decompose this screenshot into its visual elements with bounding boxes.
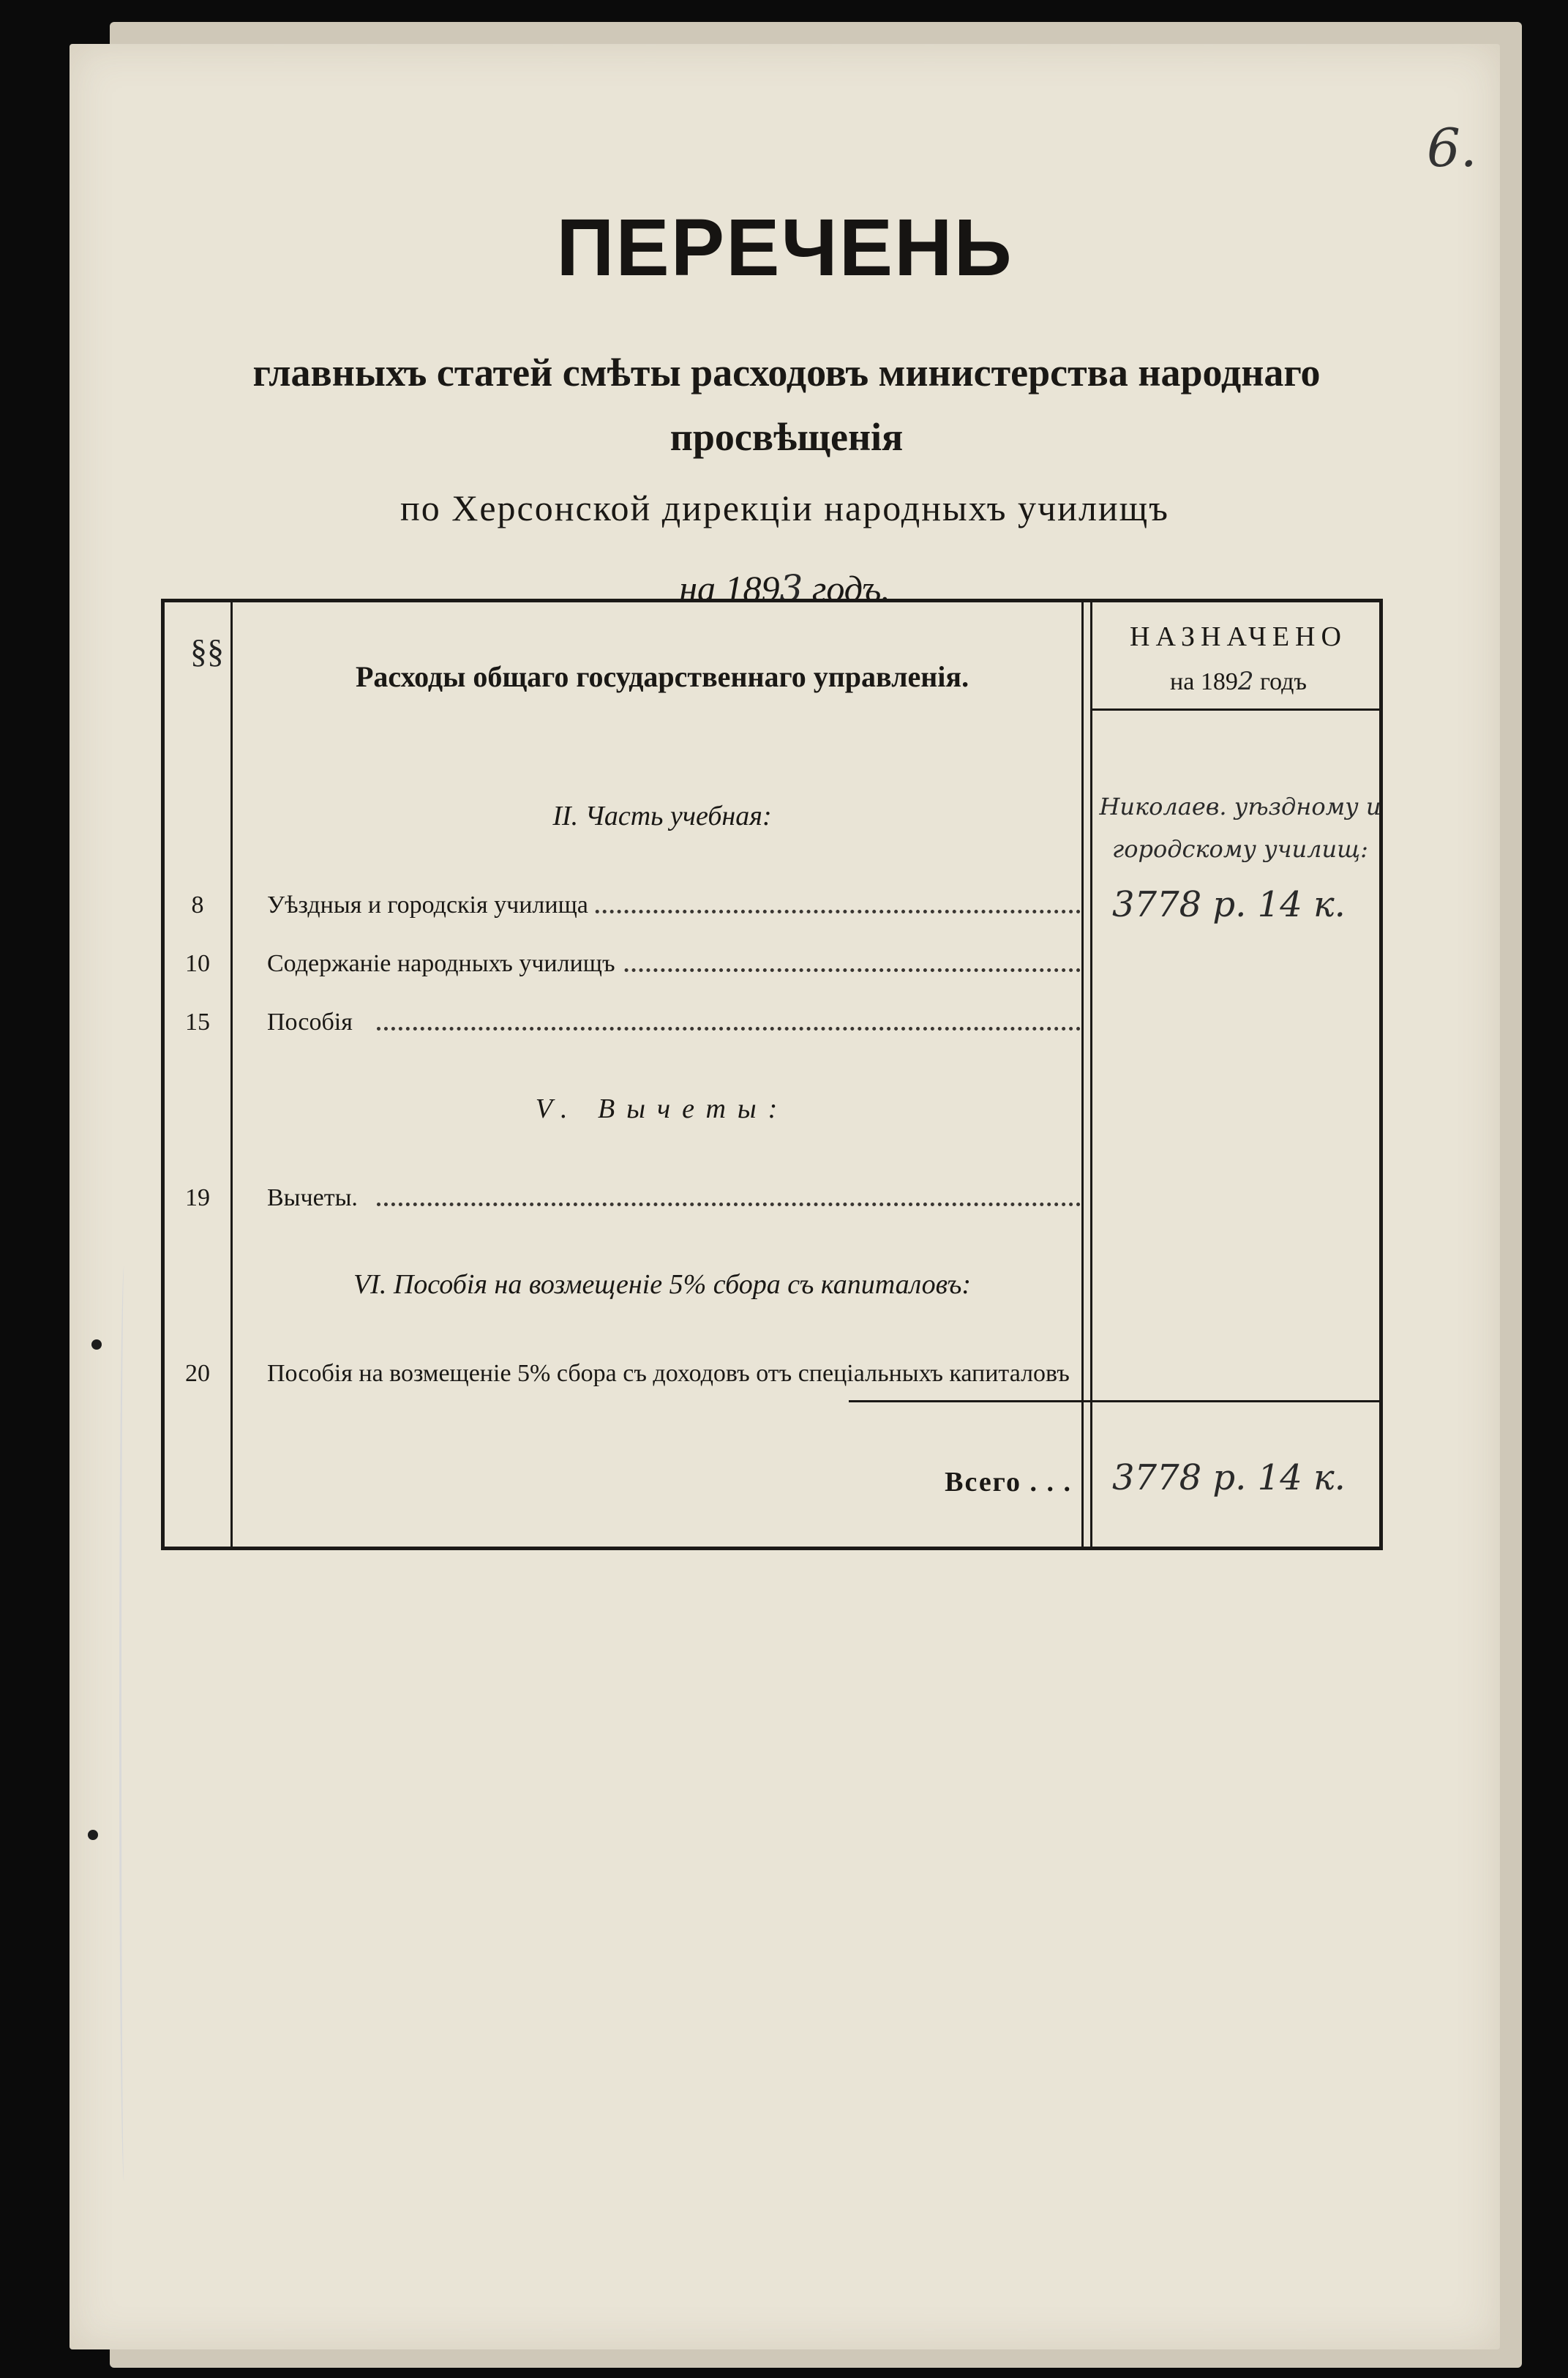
row-number: 19 <box>185 1184 210 1211</box>
row-number: 20 <box>185 1360 210 1387</box>
leader-dots <box>377 1203 1081 1206</box>
assigned-year-suffix: годъ <box>1259 668 1307 695</box>
section-part6: VI. Пособія на возмещеніе 5% сбора съ капиталовъ: <box>353 1269 972 1300</box>
total-label: Всего . . . <box>945 1467 1072 1498</box>
header-assigned-year <box>1094 667 1383 696</box>
row-number: 10 <box>185 950 210 977</box>
estimate-table <box>161 599 1383 1550</box>
binding-hole <box>91 1339 102 1350</box>
total-divider <box>849 1400 1379 1402</box>
handwritten-amount-row8: 3778 р. 14 к. <box>1112 884 1346 925</box>
handwritten-total-amount: 3778 р. 14 к. <box>1112 1457 1346 1498</box>
year-prefix: на 189 <box>679 568 780 609</box>
row-number: 15 <box>185 1009 210 1036</box>
folio-number: 6. <box>1427 117 1477 179</box>
row-label-text: Пособія на возмещеніе 5% сбора съ доходовъ отъ спеціальныхъ капиталовъ <box>267 1360 1076 1387</box>
column-divider <box>1081 602 1084 1547</box>
handwritten-note: Николаев. уѣздному и городскому училищ: <box>1099 793 1381 863</box>
section-part5: V. Вычеты: <box>535 1093 789 1124</box>
row-label <box>267 891 1081 919</box>
header-paragraph: §§ <box>190 632 224 670</box>
column-divider <box>1090 602 1092 1547</box>
row-label <box>267 950 1081 978</box>
document-direction: по Херсонской дирекціи народныхъ училищъ <box>399 487 1170 528</box>
header-assigned: НАЗНАЧЕНО <box>1130 621 1347 652</box>
row-label-text: Содержаніе народныхъ училищъ <box>267 950 621 977</box>
header-description: Расходы общаго государственнаго управленія. <box>355 660 969 693</box>
row-label <box>267 1009 1081 1036</box>
leader-dots <box>377 1027 1081 1031</box>
binding-hole <box>88 1830 98 1840</box>
header-divider <box>1090 708 1379 711</box>
year-suffix: годъ. <box>811 568 890 609</box>
row-label-text: Уѣздныя и городскія училища <box>267 891 594 919</box>
assigned-year-prefix: на 189 <box>1170 668 1238 695</box>
year-handwritten: 3 <box>779 567 803 610</box>
row-label <box>267 1360 1081 1388</box>
document-title: ПЕРЕЧЕНЬ <box>556 203 1013 293</box>
row-number: 8 <box>191 891 204 919</box>
section-part2: II. Часть учебная: <box>552 801 772 831</box>
column-divider <box>230 602 233 1547</box>
document-page <box>70 44 1500 2349</box>
row-label-text: Пособія <box>267 1009 359 1036</box>
assigned-year-handwritten: 2 <box>1237 667 1254 696</box>
binding-thread <box>119 1266 129 2181</box>
row-label <box>267 1184 1081 1212</box>
document-subtitle: главныхъ статей смѣты расходовъ министерства народнаго просвѣщенія <box>252 351 1321 459</box>
row-label-text: Вычеты. <box>267 1184 364 1211</box>
